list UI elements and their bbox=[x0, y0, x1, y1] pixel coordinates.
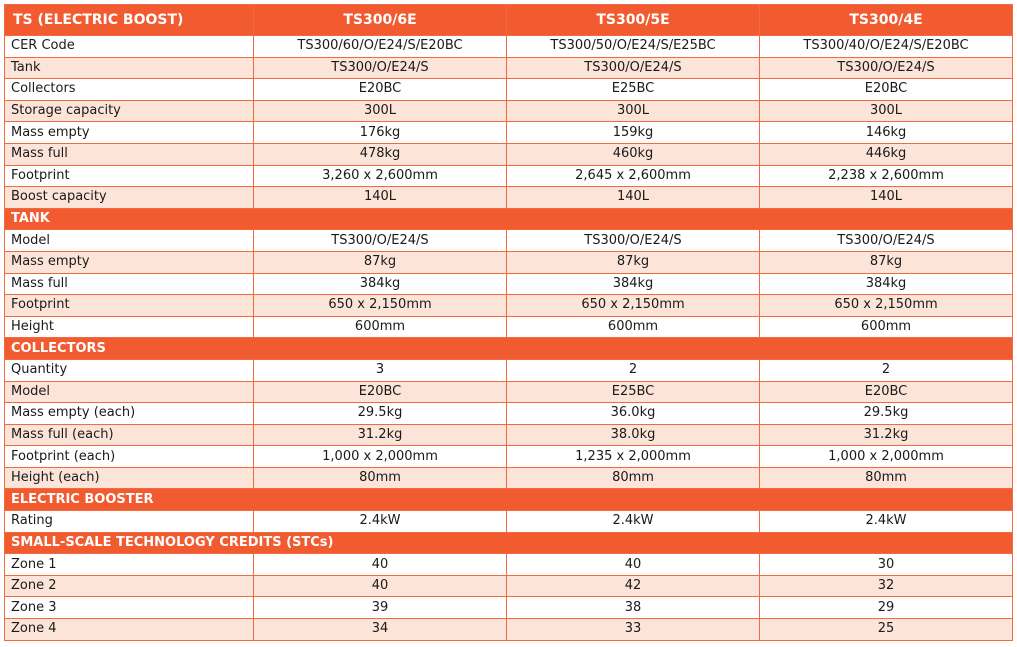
section-header-row bbox=[5, 208, 1013, 230]
cell-value-model-3: 30 bbox=[760, 554, 1013, 576]
cell-value-model-3: 25 bbox=[760, 619, 1013, 641]
cell-value-model-2: 33 bbox=[507, 619, 760, 641]
cell-value-model-1: 87kg bbox=[254, 251, 507, 273]
table-row bbox=[5, 165, 1013, 187]
cell-value-model-2: 2,645 x 2,600mm bbox=[507, 165, 760, 187]
cell-value-model-1: TS300/O/E24/S bbox=[254, 230, 507, 252]
cell-value-model-1: 140L bbox=[254, 187, 507, 209]
table-row bbox=[5, 359, 1013, 381]
table-row bbox=[5, 79, 1013, 101]
cell-value-model-1: E20BC bbox=[254, 381, 507, 403]
row-label: Footprint bbox=[5, 165, 254, 187]
cell-value-model-1: 39 bbox=[254, 597, 507, 619]
row-label: Mass full bbox=[5, 143, 254, 165]
spec-table bbox=[4, 4, 1013, 641]
table-row bbox=[5, 403, 1013, 425]
cell-value-model-1: 600mm bbox=[254, 316, 507, 338]
cell-value-model-3: 600mm bbox=[760, 316, 1013, 338]
row-label: Mass empty bbox=[5, 251, 254, 273]
cell-value-model-1: TS300/60/O/E24/S/E20BC bbox=[254, 36, 507, 58]
cell-value-model-2: 38.0kg bbox=[507, 424, 760, 446]
cell-value-model-2: 300L bbox=[507, 100, 760, 122]
cell-value-model-1: 176kg bbox=[254, 122, 507, 144]
header-row bbox=[5, 5, 1013, 36]
cell-value-model-1: 384kg bbox=[254, 273, 507, 295]
row-label: Mass full bbox=[5, 273, 254, 295]
table-row bbox=[5, 381, 1013, 403]
cell-value-model-2: 42 bbox=[507, 575, 760, 597]
row-label: Boost capacity bbox=[5, 187, 254, 209]
cell-value-model-2: TS300/50/O/E24/S/E25BC bbox=[507, 36, 760, 58]
table-row bbox=[5, 273, 1013, 295]
cell-value-model-1: 80mm bbox=[254, 467, 507, 489]
cell-value-model-1: 40 bbox=[254, 554, 507, 576]
model-header-2: TS300/5E bbox=[507, 5, 760, 36]
row-label: Zone 2 bbox=[5, 575, 254, 597]
cell-value-model-1: 40 bbox=[254, 575, 507, 597]
cell-value-model-2: 384kg bbox=[507, 273, 760, 295]
cell-value-model-2: 2 bbox=[507, 359, 760, 381]
cell-value-model-1: 2.4kW bbox=[254, 511, 507, 533]
section-title: TANK bbox=[5, 208, 1013, 230]
row-label: Zone 4 bbox=[5, 619, 254, 641]
table-row bbox=[5, 619, 1013, 641]
table-row bbox=[5, 57, 1013, 79]
cell-value-model-3: E20BC bbox=[760, 79, 1013, 101]
cell-value-model-3: E20BC bbox=[760, 381, 1013, 403]
table-title: TS (ELECTRIC BOOST) bbox=[5, 5, 254, 36]
row-label: Footprint (each) bbox=[5, 446, 254, 468]
cell-value-model-1: 478kg bbox=[254, 143, 507, 165]
cell-value-model-3: 140L bbox=[760, 187, 1013, 209]
row-label: Tank bbox=[5, 57, 254, 79]
cell-value-model-3: 446kg bbox=[760, 143, 1013, 165]
table-row bbox=[5, 446, 1013, 468]
table-row bbox=[5, 316, 1013, 338]
cell-value-model-2: E25BC bbox=[507, 381, 760, 403]
cell-value-model-1: 650 x 2,150mm bbox=[254, 295, 507, 317]
cell-value-model-2: 1,235 x 2,000mm bbox=[507, 446, 760, 468]
cell-value-model-2: TS300/O/E24/S bbox=[507, 57, 760, 79]
row-label: Zone 1 bbox=[5, 554, 254, 576]
table-row bbox=[5, 187, 1013, 209]
row-label: Mass full (each) bbox=[5, 424, 254, 446]
cell-value-model-3: 300L bbox=[760, 100, 1013, 122]
cell-value-model-3: TS300/O/E24/S bbox=[760, 57, 1013, 79]
row-label: Mass empty bbox=[5, 122, 254, 144]
row-label: Model bbox=[5, 230, 254, 252]
row-label: Height (each) bbox=[5, 467, 254, 489]
cell-value-model-2: E25BC bbox=[507, 79, 760, 101]
cell-value-model-3: 384kg bbox=[760, 273, 1013, 295]
table-row bbox=[5, 230, 1013, 252]
table-row bbox=[5, 122, 1013, 144]
cell-value-model-3: TS300/40/O/E24/S/E20BC bbox=[760, 36, 1013, 58]
table-row bbox=[5, 251, 1013, 273]
cell-value-model-1: 34 bbox=[254, 619, 507, 641]
row-label: Storage capacity bbox=[5, 100, 254, 122]
model-header-3: TS300/4E bbox=[760, 5, 1013, 36]
section-title: SMALL-SCALE TECHNOLOGY CREDITS (STCs) bbox=[5, 532, 1013, 554]
cell-value-model-3: 29.5kg bbox=[760, 403, 1013, 425]
table-row bbox=[5, 100, 1013, 122]
row-label: Collectors bbox=[5, 79, 254, 101]
table-row bbox=[5, 575, 1013, 597]
row-label: Quantity bbox=[5, 359, 254, 381]
cell-value-model-1: 3 bbox=[254, 359, 507, 381]
section-header-row bbox=[5, 532, 1013, 554]
row-label: Rating bbox=[5, 511, 254, 533]
cell-value-model-3: 80mm bbox=[760, 467, 1013, 489]
cell-value-model-3: TS300/O/E24/S bbox=[760, 230, 1013, 252]
cell-value-model-2: 36.0kg bbox=[507, 403, 760, 425]
cell-value-model-3: 650 x 2,150mm bbox=[760, 295, 1013, 317]
table-row bbox=[5, 295, 1013, 317]
row-label: Mass empty (each) bbox=[5, 403, 254, 425]
cell-value-model-1: 31.2kg bbox=[254, 424, 507, 446]
table-row bbox=[5, 36, 1013, 58]
table-row bbox=[5, 143, 1013, 165]
cell-value-model-2: 38 bbox=[507, 597, 760, 619]
row-label: CER Code bbox=[5, 36, 254, 58]
cell-value-model-2: 600mm bbox=[507, 316, 760, 338]
table-body bbox=[5, 36, 1013, 641]
cell-value-model-2: 80mm bbox=[507, 467, 760, 489]
cell-value-model-3: 2 bbox=[760, 359, 1013, 381]
table-row bbox=[5, 467, 1013, 489]
cell-value-model-2: 2.4kW bbox=[507, 511, 760, 533]
cell-value-model-2: TS300/O/E24/S bbox=[507, 230, 760, 252]
cell-value-model-1: 300L bbox=[254, 100, 507, 122]
cell-value-model-1: 29.5kg bbox=[254, 403, 507, 425]
cell-value-model-1: TS300/O/E24/S bbox=[254, 57, 507, 79]
section-title: ELECTRIC BOOSTER bbox=[5, 489, 1013, 511]
cell-value-model-3: 2,238 x 2,600mm bbox=[760, 165, 1013, 187]
cell-value-model-3: 87kg bbox=[760, 251, 1013, 273]
cell-value-model-3: 29 bbox=[760, 597, 1013, 619]
cell-value-model-1: 1,000 x 2,000mm bbox=[254, 446, 507, 468]
cell-value-model-3: 146kg bbox=[760, 122, 1013, 144]
cell-value-model-2: 40 bbox=[507, 554, 760, 576]
row-label: Footprint bbox=[5, 295, 254, 317]
table-row bbox=[5, 424, 1013, 446]
table-row bbox=[5, 554, 1013, 576]
cell-value-model-2: 87kg bbox=[507, 251, 760, 273]
cell-value-model-3: 31.2kg bbox=[760, 424, 1013, 446]
cell-value-model-2: 140L bbox=[507, 187, 760, 209]
cell-value-model-1: E20BC bbox=[254, 79, 507, 101]
cell-value-model-3: 32 bbox=[760, 575, 1013, 597]
cell-value-model-3: 2.4kW bbox=[760, 511, 1013, 533]
cell-value-model-2: 460kg bbox=[507, 143, 760, 165]
section-title: COLLECTORS bbox=[5, 338, 1013, 360]
section-header-row bbox=[5, 338, 1013, 360]
model-header-1: TS300/6E bbox=[254, 5, 507, 36]
cell-value-model-3: 1,000 x 2,000mm bbox=[760, 446, 1013, 468]
table-row bbox=[5, 597, 1013, 619]
row-label: Zone 3 bbox=[5, 597, 254, 619]
cell-value-model-2: 159kg bbox=[507, 122, 760, 144]
cell-value-model-1: 3,260 x 2,600mm bbox=[254, 165, 507, 187]
section-header-row bbox=[5, 489, 1013, 511]
table-row bbox=[5, 511, 1013, 533]
cell-value-model-2: 650 x 2,150mm bbox=[507, 295, 760, 317]
row-label: Model bbox=[5, 381, 254, 403]
row-label: Height bbox=[5, 316, 254, 338]
